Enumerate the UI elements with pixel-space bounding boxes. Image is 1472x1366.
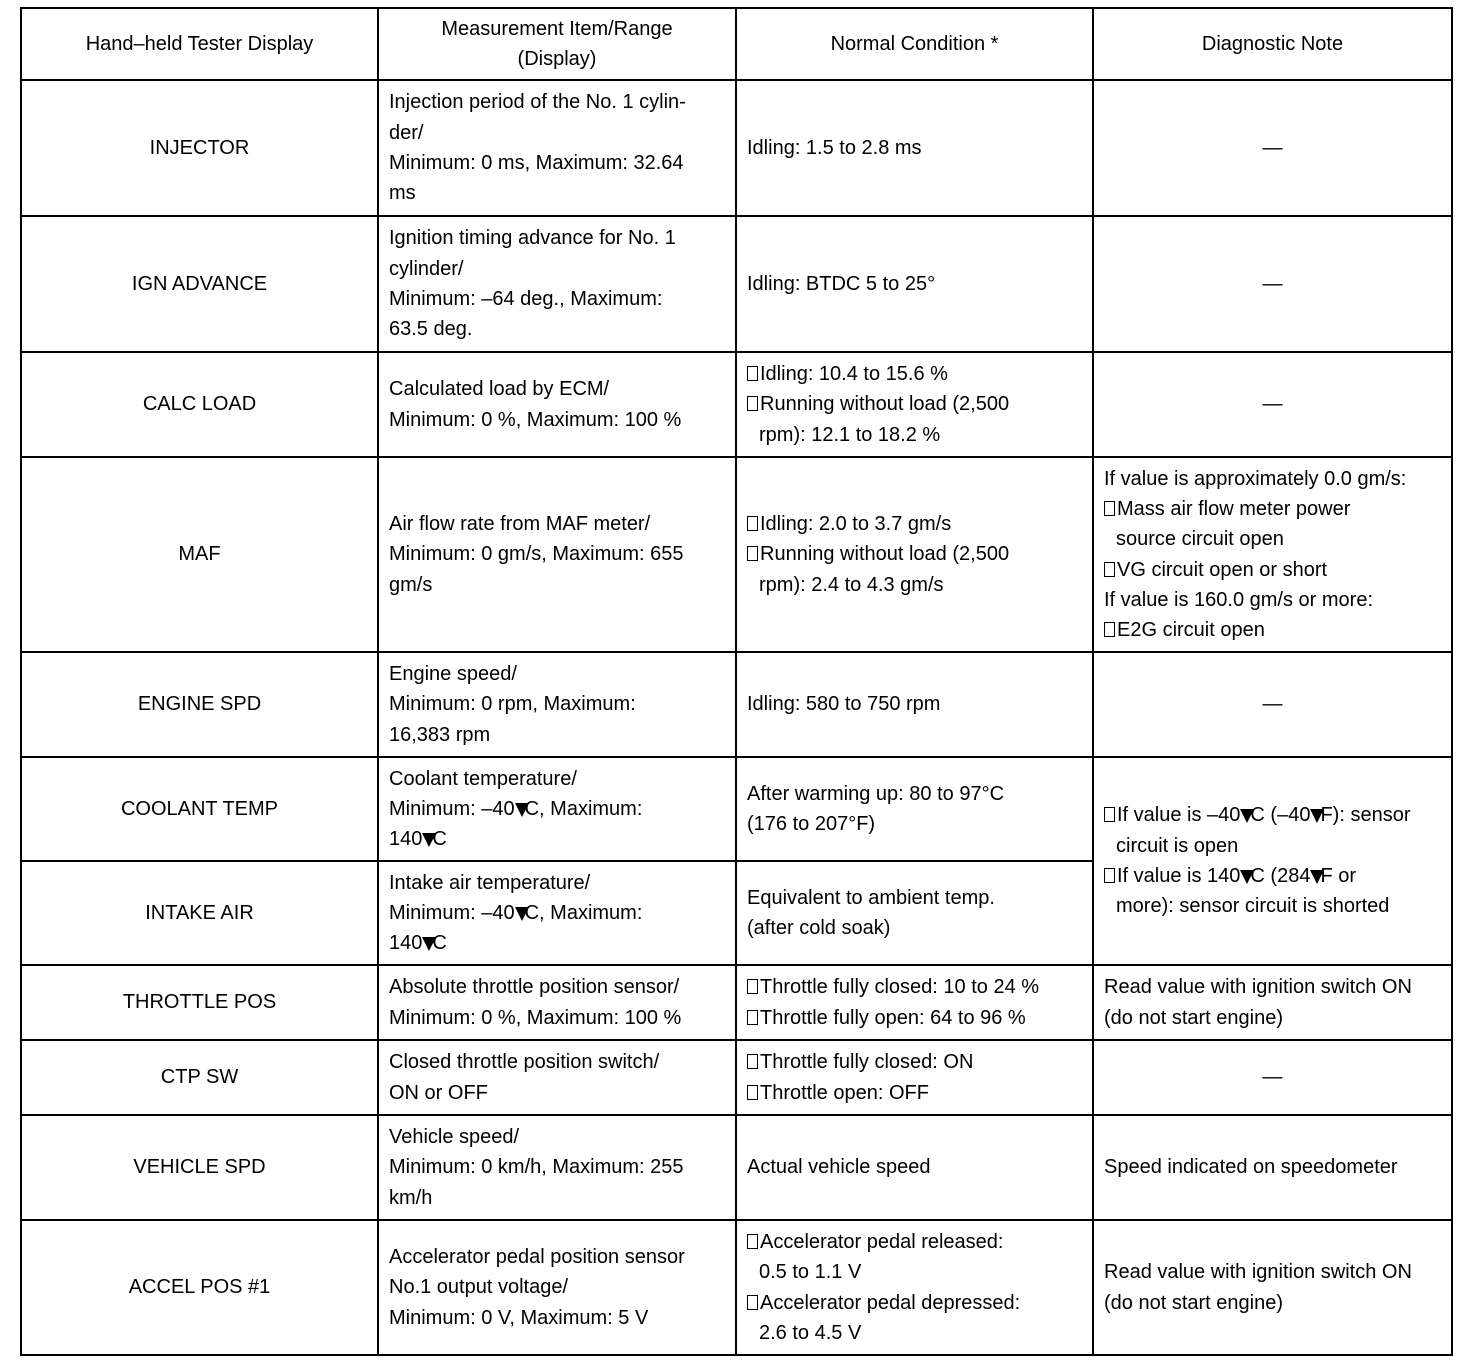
diagnostic-note-cell: —	[1093, 216, 1452, 352]
table-row	[21, 965, 1452, 1040]
measurement-line: Coolant temperature/	[389, 767, 577, 790]
bullet-text: Accelerator pedal released:	[760, 1230, 1004, 1253]
square-bullet-icon	[747, 1054, 758, 1069]
header-tester-display-text: Hand–held Tester Display	[85, 32, 314, 55]
measurement-line: Minimum: 0 V, Maximum: 5 V	[389, 1306, 649, 1329]
diagnostic-note-cell: —	[1093, 652, 1452, 757]
tester-display-cell: CALC LOAD	[21, 352, 378, 457]
square-bullet-icon	[747, 396, 758, 411]
measurement-line: Vehicle speed/	[389, 1126, 520, 1149]
header-measurement-line1: Measurement Item/Range	[441, 17, 673, 40]
measurement-line: km/h	[389, 1186, 433, 1209]
tester-display-cell: IGN ADVANCE	[21, 216, 378, 352]
measurement-line: Air flow rate from MAF meter/	[389, 513, 651, 536]
measurement-line: Minimum: 0 gm/s, Maximum: 655	[389, 543, 684, 566]
normal-condition-cell	[736, 1040, 1093, 1115]
measurement-line: ON or OFF	[389, 1081, 488, 1104]
normal-condition-line: (after cold soak)	[747, 917, 891, 939]
measurement-fragment: C, Maximum:	[524, 901, 643, 924]
square-bullet-icon	[1104, 562, 1115, 577]
measurement-line: Minimum: 0 rpm, Maximum:	[389, 693, 636, 716]
measurement-fragment: Minimum: –40	[389, 901, 515, 924]
normal-condition-line: Actual vehicle speed	[747, 1156, 931, 1179]
tester-display-cell: ENGINE SPD	[21, 652, 378, 757]
measurement-line: Minimum: 0 %, Maximum: 100 %	[389, 408, 682, 431]
table-row	[21, 757, 1452, 861]
square-bullet-icon	[747, 1234, 758, 1249]
bullet-continuation: rpm): 2.4 to 4.3 gm/s	[759, 573, 944, 596]
measurement-cell	[378, 1115, 736, 1220]
table-row	[21, 1040, 1452, 1115]
table-row	[21, 216, 1452, 352]
measurement-line	[389, 794, 725, 824]
measurement-line: Minimum: –64 deg., Maximum:	[389, 288, 663, 310]
measurement-fragment: Minimum: –40	[389, 797, 515, 820]
measurement-fragment: 140	[389, 932, 423, 955]
square-bullet-icon	[747, 1085, 758, 1100]
bullet-item	[747, 1047, 1082, 1077]
table-row	[21, 80, 1452, 216]
measurement-line: Calculated load by ECM/	[389, 378, 610, 401]
normal-condition-cell	[736, 965, 1093, 1040]
diagnostic-note-cell	[1093, 1220, 1452, 1355]
tester-display-cell: INTAKE AIR	[21, 861, 378, 965]
square-bullet-icon	[1104, 501, 1115, 516]
note-line: Read value with ignition switch ON	[1104, 1261, 1412, 1284]
bullet-item	[1104, 615, 1441, 645]
bullet-text: Idling: 2.0 to 3.7 gm/s	[760, 513, 952, 536]
measurement-line: Minimum: 0 km/h, Maximum: 255	[389, 1156, 684, 1179]
diagnostic-note-cell	[1093, 757, 1452, 965]
bullet-item	[1104, 861, 1441, 891]
measurement-cell	[378, 757, 736, 861]
measurement-line: der/	[389, 121, 424, 144]
bullet-item	[747, 1288, 1082, 1318]
note-line: Read value with ignition switch ON	[1104, 976, 1412, 999]
measurement-cell	[378, 216, 736, 352]
normal-condition-cell	[736, 861, 1093, 965]
diagnostic-note-cell	[1093, 1115, 1452, 1220]
bullet-text: Accelerator pedal depressed:	[760, 1291, 1021, 1314]
square-bullet-icon	[747, 1295, 758, 1310]
measurement-cell	[378, 861, 736, 965]
bullet-item	[747, 1227, 1082, 1257]
bullet-text: Running without load (2,500	[760, 543, 1010, 566]
measurement-cell	[378, 652, 736, 757]
bullet-item	[747, 972, 1082, 1002]
normal-condition-cell	[736, 1115, 1093, 1220]
note-line: (do not start engine)	[1104, 1291, 1283, 1314]
normal-condition-cell	[736, 216, 1093, 352]
tester-display-cell: VEHICLE SPD	[21, 1115, 378, 1220]
header-measurement	[378, 8, 736, 80]
square-bullet-icon	[747, 516, 758, 531]
measurement-line: Minimum: 0 ms, Maximum: 32.64	[389, 152, 684, 174]
measurement-cell	[378, 965, 736, 1040]
measurement-line: Ignition timing advance for No. 1	[389, 227, 676, 250]
measurement-line: gm/s	[389, 573, 433, 596]
square-bullet-icon	[747, 546, 758, 561]
bullet-text: Throttle open: OFF	[760, 1081, 929, 1104]
normal-condition-line: Idling: 580 to 750 rpm	[747, 693, 941, 716]
tester-display-cell: THROTTLE POS	[21, 965, 378, 1040]
normal-condition-cell	[736, 457, 1093, 652]
header-tester-display	[21, 8, 378, 80]
bullet-text: VG circuit open or short	[1117, 558, 1328, 581]
tester-display-cell: MAF	[21, 457, 378, 652]
normal-condition-line: Idling: 1.5 to 2.8 ms	[747, 136, 922, 159]
bullet-item	[747, 1078, 1082, 1108]
square-bullet-icon	[747, 979, 758, 994]
normal-condition-line: Equivalent to ambient temp.	[747, 886, 995, 909]
measurement-line: cylinder/	[389, 257, 464, 280]
bullet-continuation: more): sensor circuit is shorted	[1116, 895, 1390, 918]
measurement-line: Intake air temperature/	[389, 871, 591, 894]
note-line: Speed indicated on speedometer	[1104, 1156, 1398, 1179]
measurement-line: 16,383 rpm	[389, 723, 491, 746]
bullet-item	[1104, 494, 1441, 524]
bullet-item	[1104, 555, 1441, 585]
normal-condition-line: (176 to 207°F)	[747, 813, 876, 835]
measurement-fragment: C, Maximum:	[524, 797, 643, 820]
header-diagnostic-note-text: Diagnostic Note	[1201, 32, 1344, 55]
bullet-text: E2G circuit open	[1117, 619, 1265, 642]
table-header-row	[21, 8, 1452, 80]
diagnostic-note-cell	[1093, 965, 1452, 1040]
square-bullet-icon	[747, 366, 758, 381]
normal-condition-cell	[736, 80, 1093, 216]
tester-display-cell: INJECTOR	[21, 80, 378, 216]
table-row	[21, 1220, 1452, 1355]
diagnostic-note-cell: —	[1093, 1040, 1452, 1115]
bullet-text: If value is –40	[1117, 804, 1241, 827]
normal-condition-line: Idling: BTDC 5 to 25°	[747, 272, 936, 295]
note-line: If value is approximately 0.0 gm/s:	[1104, 467, 1407, 490]
bullet-continuation: rpm): 12.1 to 18.2 %	[759, 423, 941, 446]
measurement-line: No.1 output voltage/	[389, 1276, 569, 1299]
normal-condition-cell	[736, 352, 1093, 457]
square-bullet-icon	[1104, 868, 1115, 883]
diagnostic-note-cell: —	[1093, 352, 1452, 457]
bullet-text: F or	[1320, 865, 1357, 887]
measurement-line	[389, 824, 725, 854]
bullet-text: Throttle fully open: 64 to 96 %	[760, 1006, 1026, 1029]
measurement-cell	[378, 352, 736, 457]
bullet-item	[747, 1003, 1082, 1033]
normal-condition-cell	[736, 652, 1093, 757]
note-line: If value is 160.0 gm/s or more:	[1104, 588, 1374, 611]
tester-display-cell: ACCEL POS #1	[21, 1220, 378, 1355]
diagnostic-note-cell	[1093, 457, 1452, 652]
normal-condition-line: After warming up: 80 to 97°C	[747, 782, 1005, 805]
bullet-text: Throttle fully closed: ON	[760, 1051, 974, 1074]
measurement-line: Engine speed/	[389, 663, 517, 686]
bullet-continuation: circuit is open	[1116, 834, 1239, 857]
bullet-item	[747, 359, 1082, 389]
measurement-line: 63.5 deg.	[389, 318, 473, 341]
square-bullet-icon	[747, 1010, 758, 1025]
bullet-item	[1104, 800, 1441, 830]
measurement-cell	[378, 457, 736, 652]
diagnostic-data-table	[20, 7, 1453, 1356]
bullet-continuation: 0.5 to 1.1 V	[759, 1261, 862, 1284]
diagnostic-note-cell: —	[1093, 80, 1452, 216]
note-line: (do not start engine)	[1104, 1006, 1283, 1029]
measurement-line: Injection period of the No. 1 cylin-	[389, 91, 686, 114]
bullet-text: Idling: 10.4 to 15.6 %	[760, 363, 948, 386]
square-bullet-icon	[1104, 622, 1115, 637]
bullet-item	[747, 539, 1082, 569]
bullet-text: Mass air flow meter power	[1117, 497, 1351, 520]
bullet-item	[747, 509, 1082, 539]
bullet-continuation: 2.6 to 4.5 V	[759, 1321, 862, 1344]
square-bullet-icon	[1104, 807, 1115, 822]
table-row	[21, 1115, 1452, 1220]
table-row	[21, 457, 1452, 652]
header-normal-condition-text: Normal Condition *	[830, 32, 999, 55]
normal-condition-cell	[736, 1220, 1093, 1355]
measurement-fragment: C	[432, 932, 447, 955]
measurement-fragment: 140	[389, 828, 423, 851]
measurement-line: Accelerator pedal position sensor	[389, 1246, 685, 1269]
bullet-text: Running without load (2,500	[760, 393, 1010, 416]
measurement-fragment: C	[432, 828, 447, 851]
measurement-cell	[378, 1040, 736, 1115]
bullet-text: C (–40	[1250, 804, 1311, 827]
header-normal-condition	[736, 8, 1093, 80]
measurement-line: Minimum: 0 %, Maximum: 100 %	[389, 1006, 682, 1029]
tester-display-cell: CTP SW	[21, 1040, 378, 1115]
bullet-text: Throttle fully closed: 10 to 24 %	[760, 976, 1040, 999]
measurement-line: Absolute throttle position sensor/	[389, 976, 680, 999]
table-row	[21, 652, 1452, 757]
tester-display-cell: COOLANT TEMP	[21, 757, 378, 861]
header-diagnostic-note	[1093, 8, 1452, 80]
header-measurement-line2: (Display)	[517, 48, 597, 70]
measurement-cell	[378, 80, 736, 216]
table-row	[21, 352, 1452, 457]
measurement-line: ms	[389, 182, 416, 205]
normal-condition-cell	[736, 757, 1093, 861]
measurement-line	[389, 898, 725, 928]
bullet-continuation: source circuit open	[1116, 528, 1284, 551]
measurement-line	[389, 928, 725, 958]
bullet-text: If value is 140	[1117, 865, 1241, 887]
bullet-text: F): sensor	[1320, 804, 1411, 827]
bullet-text: C (284	[1250, 865, 1311, 887]
measurement-line: Closed throttle position switch/	[389, 1051, 660, 1074]
bullet-item	[747, 389, 1082, 419]
measurement-cell	[378, 1220, 736, 1355]
